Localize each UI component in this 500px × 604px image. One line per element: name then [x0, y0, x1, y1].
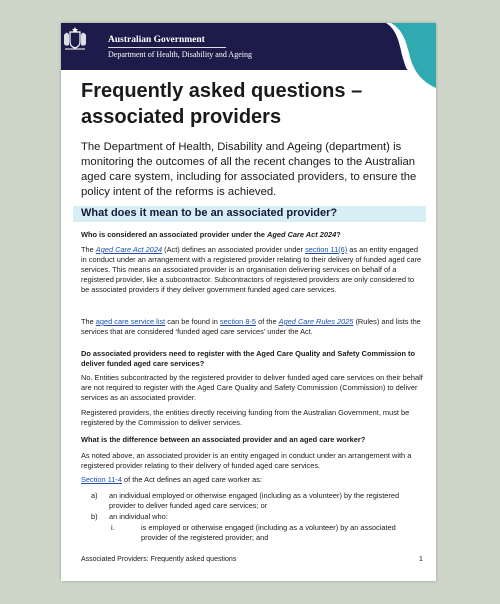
question-1 [81, 230, 424, 240]
text-run: as an entity engaged in conduct under an arrangement with a registered provider relating to their delivery of funded aged care services. This means an associated provider is an organisation delivering services on behalf of a registered provider, like a subcontractor. Subcontractors of registered providers are only considered to be associated providers if they deliver government funded aged care services. [81, 245, 422, 294]
document-page [61, 23, 436, 581]
aged-care-act-link[interactable]: Aged Care Act 2024 [95, 245, 163, 254]
section-8-5-link[interactable]: section 8-5 [219, 317, 257, 326]
section-11-6-link[interactable]: section 11(6) [305, 245, 348, 254]
question-2: Do associated providers need to register with the Aged Care Quality and Safety Commission to deliver funded aged care services? [81, 349, 416, 368]
header-divider [108, 47, 226, 48]
list-item-a: an individual employed or otherwise engaged (including as a volunteer) by the registered provider to deliver funded aged care services; or [109, 491, 400, 510]
header-banner [61, 23, 436, 70]
question-1-act-name: Aged Care Act 2024 [267, 230, 337, 239]
section-heading-bar [73, 206, 426, 222]
answer-2-paragraph-1: No. Entities subcontracted by the registered provider to deliver funded aged care services on their behalf are not required to register with the Aged Care Quality and Safety Commission (Commission) to deliver services as an associated provider. [81, 373, 423, 402]
text-run: (Rules) and lists the services that are considered ‘funded aged care services’ under the Act. [81, 317, 421, 336]
list-marker-b: b) [91, 512, 98, 521]
government-name: Australian Government [108, 35, 205, 45]
aged-care-rules-link[interactable]: Aged Care Rules 2025 [278, 317, 354, 326]
intro-paragraph: The Department of Health, Disability and Ageing (department) is monitoring the outcomes of all the recent changes to the Australian aged care system, including for associated providers, to ensure the policy intent of the reforms is achieved. [81, 141, 417, 198]
text-run: of the [256, 317, 279, 326]
text-run: can be found in [165, 317, 220, 326]
section-heading: What does it mean to be an associated provider? [81, 207, 338, 219]
sublist-item-i: is employed or otherwise engaged (including as a volunteer) by an associated provider of the registered provider; and [141, 523, 396, 542]
text-run: The [81, 245, 96, 254]
list-item-b: an individual who: [109, 512, 168, 521]
question-1-text: Who is considered an associated provider under the [81, 230, 268, 239]
question-1-end: ? [336, 230, 341, 239]
answer-3-paragraph-1: As noted above, an associated provider is an entity engaged in conduct under an arrangement with a registered provider relating to their delivery of funded aged care services. [81, 451, 412, 470]
section-11-4-link[interactable]: Section 11-4 [81, 475, 122, 484]
text-run: The [81, 317, 96, 326]
page-title [81, 78, 401, 130]
text-run: of the Act defines an aged care worker as: [121, 475, 263, 484]
aged-care-service-list-link[interactable]: aged care service list [95, 317, 166, 326]
title-line-2: associated providers [81, 106, 282, 128]
list-marker-a: a) [91, 491, 98, 500]
page-number: 1 [419, 556, 423, 563]
answer-3-paragraph-2 [81, 475, 424, 485]
text-run: (Act) defines an associated provider under [162, 245, 306, 254]
sublist-marker-i: i. [111, 523, 115, 532]
answer-1-paragraph-1 [81, 245, 424, 295]
department-name: Department of Health, Disability and Ageing [108, 50, 252, 59]
title-line-1: Frequently asked questions – [81, 80, 363, 102]
coat-of-arms-icon [61, 23, 89, 53]
footer-text: Associated Providers: Frequently asked questions [81, 556, 237, 563]
answer-2-paragraph-2: Registered providers, the entities directly receiving funding from the Australian Government, must be registered by the Commission to deliver services. [81, 408, 410, 427]
answer-1-paragraph-2 [81, 317, 424, 337]
question-3: What is the difference between an associated provider and an aged care worker? [81, 435, 366, 444]
